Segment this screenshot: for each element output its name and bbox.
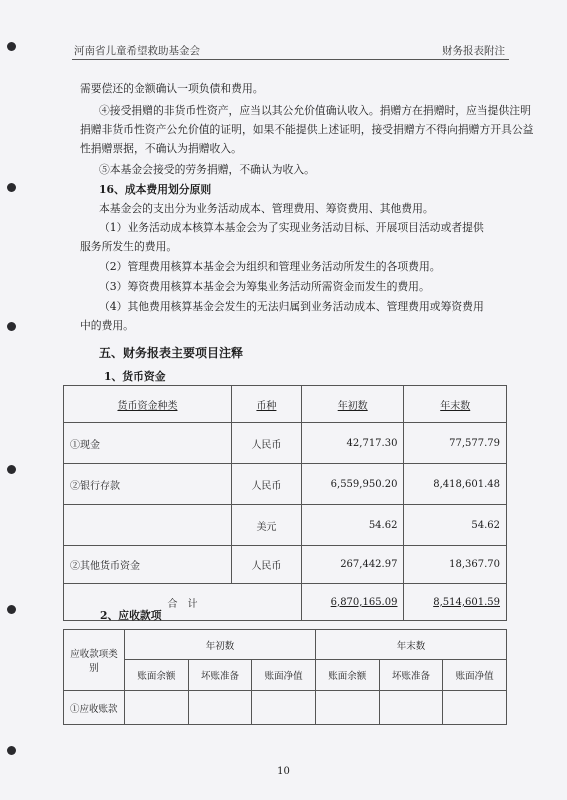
table-subheader: 坏账准备 [188,660,252,691]
receivables-table [63,629,507,725]
receivable-type-cell: ①应收账款 [64,691,125,725]
table-header: 年初数 [301,386,404,423]
paragraph: （3）筹资费用核算本基金会为筹集业务活动所需资金而发生的费用。 [99,280,430,293]
total-label: 合 计 [64,584,302,621]
table-row [64,691,507,725]
table-subheader: 账面净值 [252,660,316,691]
table-row [64,505,507,546]
paragraph: 性捐赠票据，不确认为捐赠收入。 [80,142,242,155]
section-heading: 16、成本费用划分原则 [99,183,212,196]
paragraph: ④接受捐赠的非货币性资产，应当以其公允价值确认收入。捐赠方在捐赠时，应当提供注明 [99,104,531,117]
paragraph: 捐赠非货币性资产公允价值的证明，如果不能提供上述证明，接受捐赠方不得向捐赠方开具公益 [80,123,534,136]
cash-type-cell: ②银行存款 [64,464,232,505]
table-subheader: 账面净值 [443,660,507,691]
total-begin-cell: 6,870,165.09 [301,584,404,621]
table-subheader: 坏账准备 [379,660,443,691]
table-subheader: 账面余额 [125,660,189,691]
page-number: 10 [277,766,290,777]
subsection-title: 1、货币资金 [104,370,166,383]
cash-type-cell: ①现金 [64,423,232,464]
header-title: 财务报表附注 [442,45,505,57]
binder-hole [7,605,16,614]
empty-cell [125,691,189,725]
table-header: 年末数 [404,386,507,423]
paragraph: ⑤本基金会接受的劳务捐赠，不确认为收入。 [99,163,315,176]
binder-hole [7,42,16,51]
end-amount-cell: 18,367.70 [404,546,507,584]
binder-hole [7,183,16,192]
begin-amount-cell: 42,717.30 [301,423,404,464]
table-header: 年初数 [125,630,316,660]
table-header: 应收款项类别 [64,630,125,691]
table-row [64,423,507,464]
empty-cell [252,691,316,725]
empty-cell [315,691,379,725]
subsection-title: 2、应收款项 [100,609,162,622]
currency-cell: 人民币 [231,464,301,505]
binder-hole [7,746,16,755]
paragraph: （1）业务活动成本核算本基金会为了实现业务活动目标、开展项目活动或者提供 [99,221,484,234]
header-organization: 河南省儿童希望救助基金会 [74,45,200,57]
table-subheader-row [64,660,507,691]
table-row [64,546,507,584]
paragraph: （4）其他费用核算基金会发生的无法归属到业务活动成本、管理费用或筹资费用 [99,300,484,313]
paragraph: 需要偿还的金额确认一项负债和费用。 [80,82,264,95]
table-header: 货币资金种类 [64,386,232,423]
section-title: 五、财务报表主要项目注释 [99,346,244,360]
empty-cell [443,691,507,725]
cash-type-cell [64,505,232,546]
empty-cell [379,691,443,725]
total-end-cell: 8,514,601.59 [404,584,507,621]
begin-amount-cell: 54.62 [301,505,404,546]
table-header-row [64,386,507,423]
empty-cell [188,691,252,725]
begin-amount-cell: 267,442.97 [301,546,404,584]
header-rule [72,59,509,60]
end-amount-cell: 54.62 [404,505,507,546]
currency-cell: 美元 [231,505,301,546]
binder-hole [7,465,16,474]
table-header: 币种 [231,386,301,423]
cash-table [63,385,507,621]
paragraph: 本基金会的支出分为业务活动成本、管理费用、筹资费用、其他费用。 [99,202,434,215]
begin-amount-cell: 6,559,950.20 [301,464,404,505]
table-row [64,464,507,505]
paragraph: 服务所发生的费用。 [80,240,178,253]
table-subheader: 账面余额 [315,660,379,691]
end-amount-cell: 8,418,601.48 [404,464,507,505]
paragraph: 中的费用。 [80,319,134,332]
binder-hole [7,322,16,331]
currency-cell: 人民币 [231,423,301,464]
table-header-row [64,630,507,660]
currency-cell: 人民币 [231,546,301,584]
paragraph: （2）管理费用核算本基金会为组织和管理业务活动所发生的各项费用。 [99,260,441,273]
end-amount-cell: 77,577.79 [404,423,507,464]
table-header: 年末数 [315,630,506,660]
cash-type-cell: ②其他货币资金 [64,546,232,584]
